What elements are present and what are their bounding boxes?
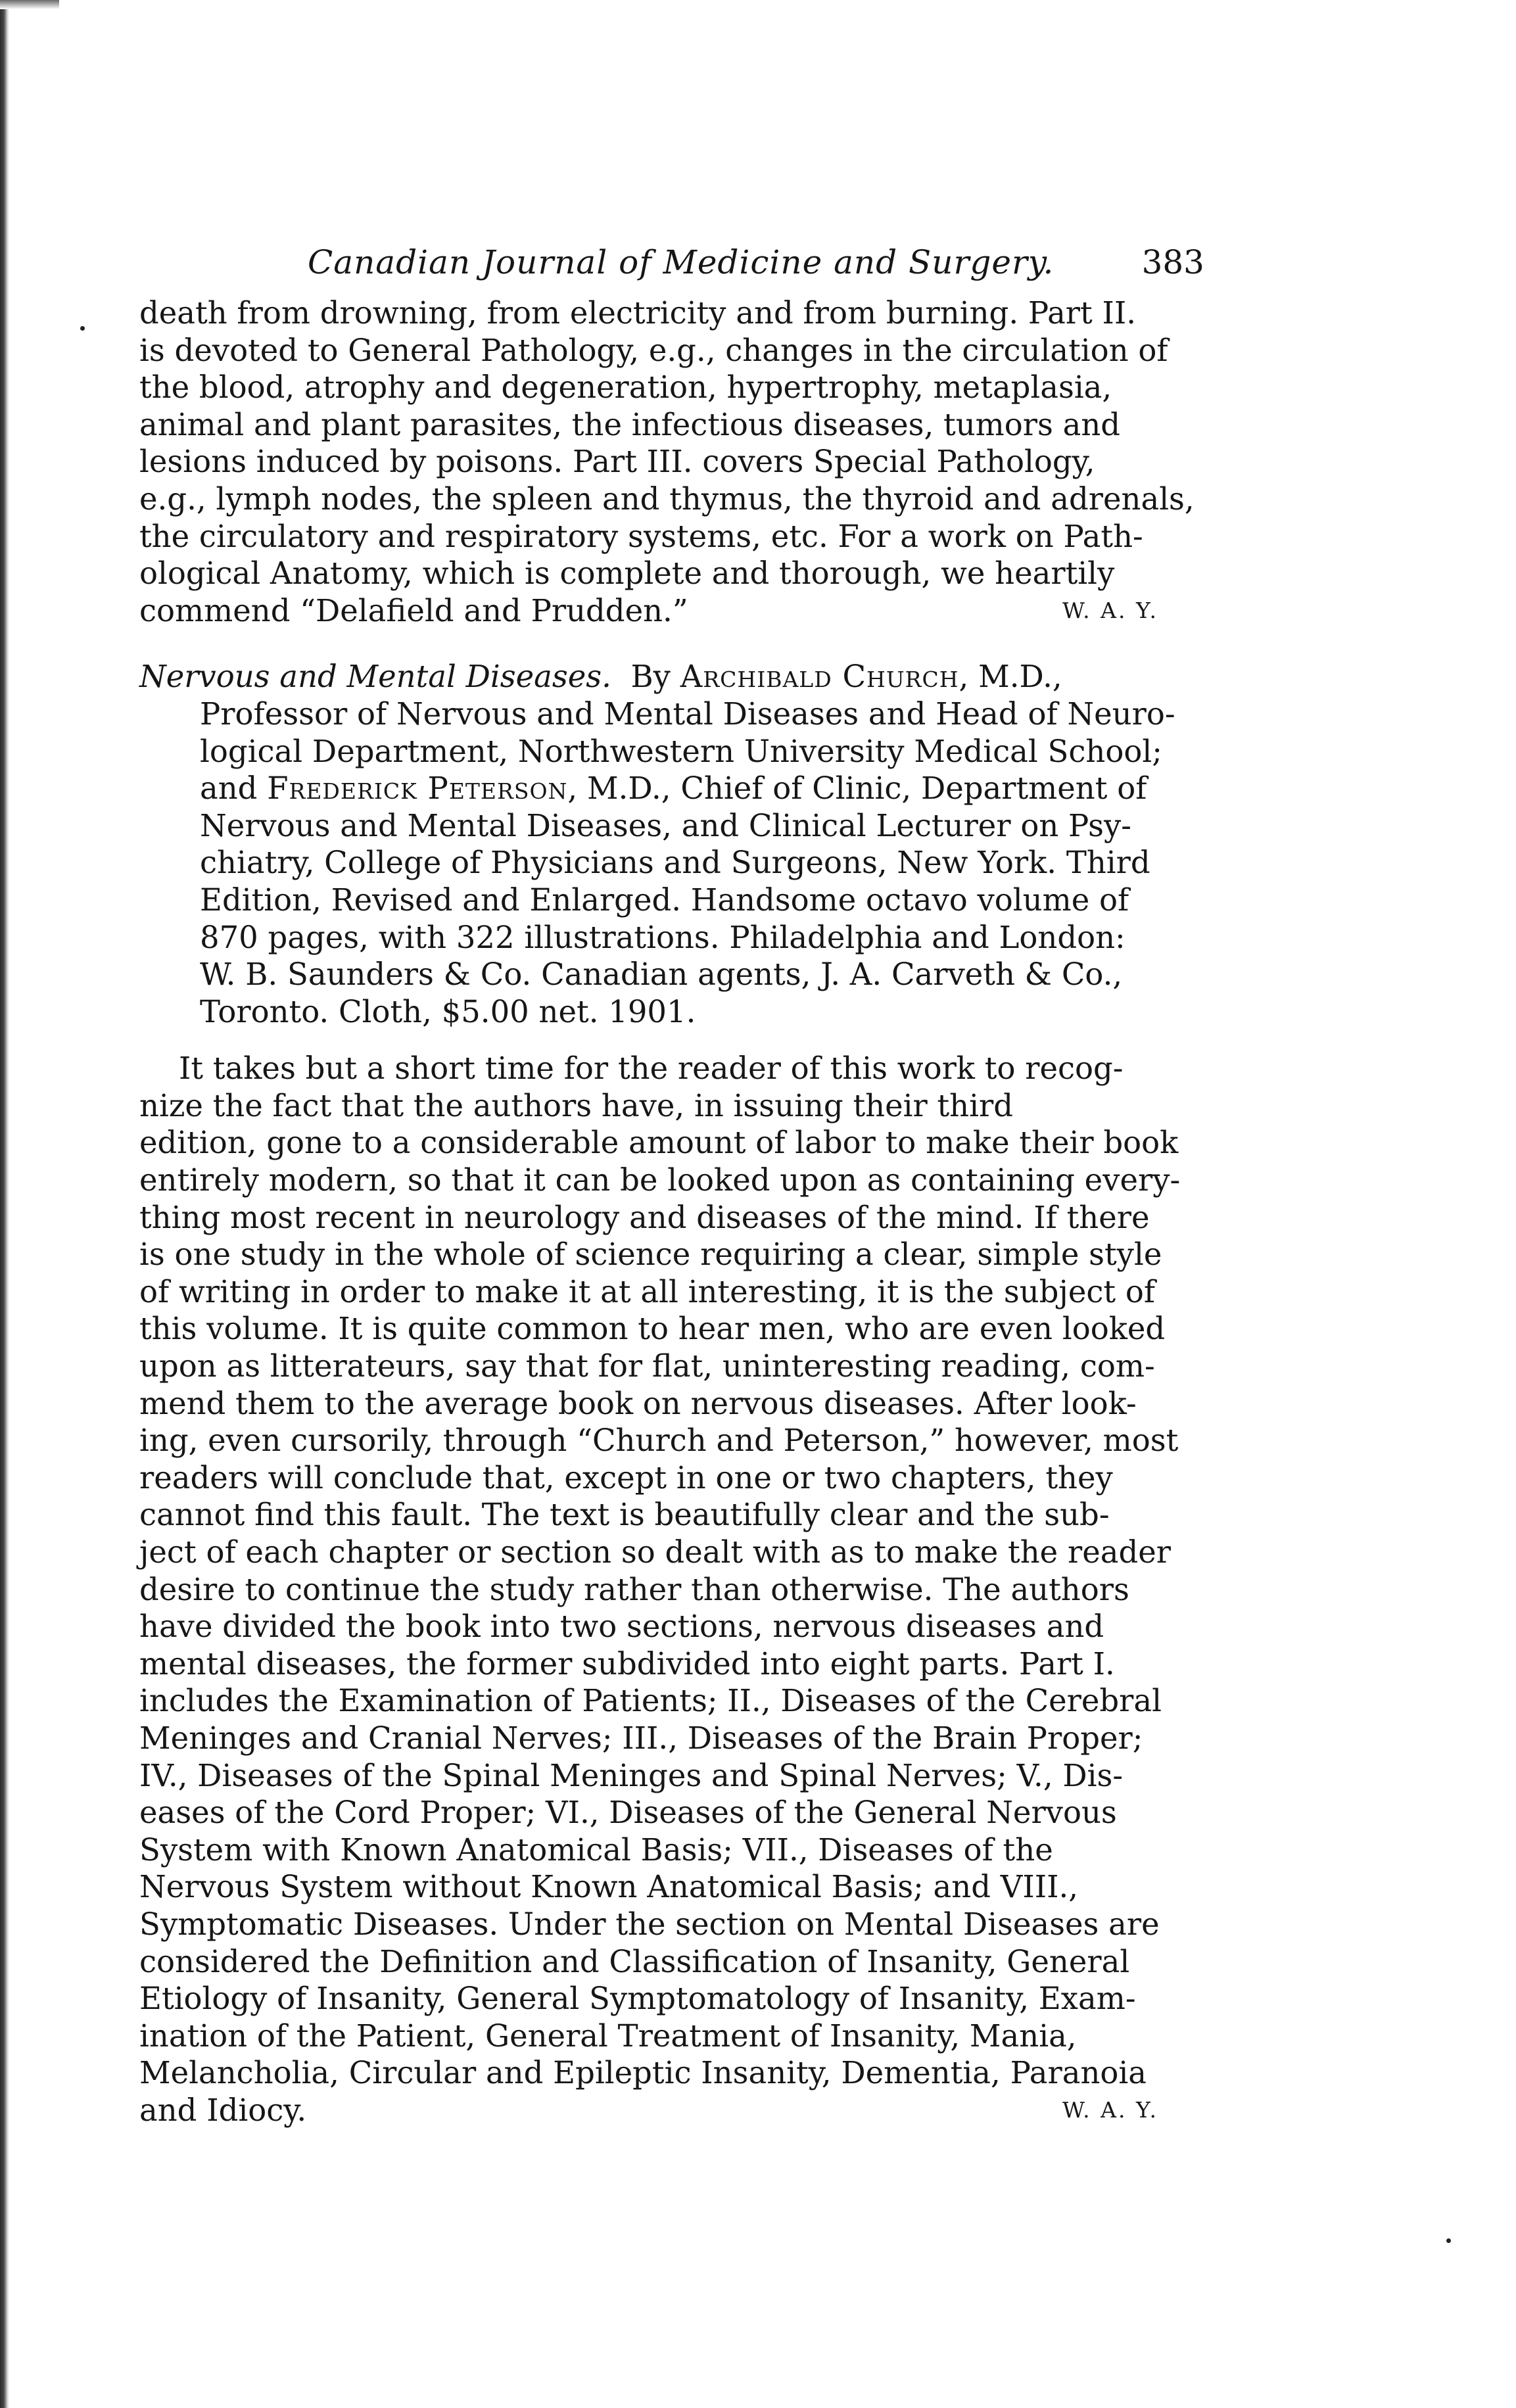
text-line: IV., Diseases of the Spinal Meninges and Spinal Nerves; V., Dis- [139,1757,1124,1793]
text-line: chiatry, College of Physicians and Surgeons, New York. Third [200,845,1150,881]
text-line: entirely modern, so that it can be looked upon as containing every- [139,1162,1181,1198]
book-entry-author2-line [139,770,1204,807]
text-line: cannot find this fault. The text is beautifully clear and the sub- [139,1497,1110,1533]
text-line: Melancholia, Circular and Epileptic Insanity, Dementia, Paranoia [139,2055,1147,2091]
author-peterson-tail: , M.D., Chief of Clinic, Department of [567,770,1147,807]
text-line: death from drowning, from electricity and from burning. Part II. [139,295,1137,331]
text-line: e.g., lymph nodes, the spleen and thymus, the thyroid and adrenals, [139,481,1195,517]
text-line: W. B. Saunders & Co. Canadian agents, J. A. Carveth & Co., [200,956,1123,993]
text-line: lesions induced by poisons. Part III. covers Special Pathology, [139,444,1095,480]
book-title: Nervous and Mental Diseases. [139,659,611,695]
text-line: thing most recent in neurology and diseases of the mind. If there [139,1199,1150,1235]
text-line: upon as litterateurs, say that for flat, uninteresting reading, com- [139,1348,1155,1384]
text-line: System with Known Anatomical Basis; VII., Diseases of the [139,1831,1053,1868]
text-line: mental diseases, the former subdivided into eight parts. Part I. [139,1645,1115,1682]
text-line: is one study in the whole of science requiring a clear, simple style [139,1237,1162,1273]
text-line: Meninges and Cranial Nerves; III., Diseases of the Brain Proper; [139,1720,1143,1756]
author-church-degree: , M.D., [959,659,1062,695]
margin-dot [80,326,85,331]
text-line: desire to continue the study rather than otherwise. The authors [139,1571,1129,1607]
book-by: By [630,659,671,695]
text-line: mend them to the average book on nervous diseases. After look- [139,1385,1137,1421]
text-line: ination of the Patient, General Treatment of Insanity, Mania, [139,2018,1077,2054]
text-line: this volume. It is quite common to hear men, who are even looked [139,1311,1166,1347]
book-entry-heading [139,658,1204,1030]
text-line: ological Anatomy, which is complete and thorough, we heartily [139,555,1115,592]
page-number: 383 [1141,243,1204,281]
book-and: and [200,770,258,807]
text-line: readers will conclude that, except in one or two chapters, they [139,1459,1113,1496]
author-church: Archibald Church [680,659,959,695]
review-last-line [139,2092,1204,2129]
text-line: is devoted to General Pathology, e.g., changes in the circulation of [139,332,1168,368]
text-line: have divided the book into two sections, nervous diseases and [139,1609,1104,1645]
previous-review-signature: W. A. Y. [1062,597,1158,623]
journal-title: Canadian Journal of Medicine and Surgery. [308,243,1054,281]
text-line: Toronto. Cloth, $5.00 net. 1901. [200,993,696,1029]
previous-review-last-text: commend “Delafield and Prudden.” [139,592,688,628]
review-lines [139,1050,1204,2092]
text-line: nize the fact that the authors have, in issuing their third [139,1087,1013,1123]
previous-review-last-line [139,592,1204,630]
text-line: Etiology of Insanity, General Symptomatology of Insanity, Exam- [139,1981,1136,2017]
text-line: animal and plant parasites, the infectious diseases, tumors and [139,406,1121,442]
review-last-text: and Idiocy. [139,2092,307,2128]
previous-review-lines [139,295,1204,592]
text-line: includes the Examination of Patients; II., Diseases of the Cerebral [139,1683,1162,1719]
review-signature: W. A. Y. [1062,2096,1158,2123]
margin-dot [1446,2238,1451,2243]
text-line: the blood, atrophy and degeneration, hypertrophy, metaplasia, [139,369,1112,406]
author-peterson: Frederick Peterson [267,770,568,807]
text-line: considered the Definition and Classification of Insanity, General [139,1943,1130,1979]
book-entry-lines-a [139,696,1204,770]
scan-edge-top-shadow [0,0,59,9]
text-line: Edition, Revised and Enlarged. Handsome octavo volume of [200,882,1129,918]
text-line: Nervous System without Known Anatomical Basis; and VIII., [139,1869,1079,1905]
text-line: the circulatory and respiratory systems, etc. For a work on Path- [139,518,1143,554]
previous-review-conclusion [139,295,1204,629]
scan-edge-shadow [0,0,9,2408]
text-line: eases of the Cord Proper; VI., Diseases of the General Nervous [139,1795,1117,1831]
journal-page [139,237,1204,2129]
book-entry-lines-b [139,807,1204,1031]
review-body [139,1050,1204,2129]
text-line: Professor of Nervous and Mental Diseases and Head of Neuro- [200,696,1175,732]
running-head [139,237,1204,289]
text-line: logical Department, Northwestern University Medical School; [200,733,1162,769]
text-line: Symptomatic Diseases. Under the section on Mental Diseases are [139,1906,1160,1942]
book-entry-first-line [139,658,1204,696]
text-line: It takes but a short time for the reader of this work to recog- [179,1051,1124,1087]
text-line: Nervous and Mental Diseases, and Clinical Lecturer on Psy- [200,807,1131,843]
text-line: ing, even cursorily, through “Church and Peterson,” however, most [139,1423,1179,1459]
text-line: 870 pages, with 322 illustrations. Philadelphia and London: [200,919,1125,955]
text-line: ject of each chapter or section so dealt with as to make the reader [139,1534,1171,1570]
text-line: edition, gone to a considerable amount of labor to make their book [139,1125,1179,1161]
text-line: of writing in order to make it at all interesting, it is the subject of [139,1273,1156,1310]
